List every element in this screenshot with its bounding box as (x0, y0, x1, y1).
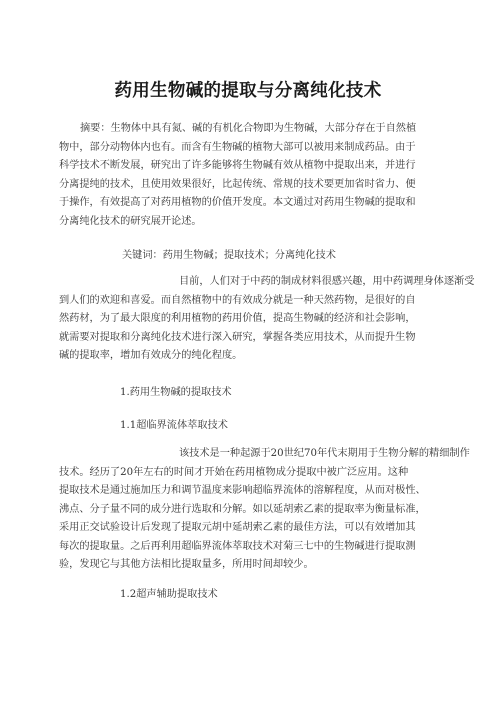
intro-line: 就需要对提取和分离纯化技术进行深入研究，掌握各类应用技术，从而提升生物 (59, 331, 416, 343)
section-1-1-paragraph (59, 445, 470, 575)
keywords: 关键词：药用生物碱；提取技术；分离纯化技术 (122, 250, 336, 261)
section-1-2-heading: 1.2超声辅助提取技术 (120, 589, 218, 600)
section-1-1-line: 采用正交试验设计后发现了提取元胡中延胡索乙素的最佳方法，可以有效增加其 (59, 522, 416, 533)
intro-line: 到人们的欢迎和喜爱。而自然植物中的有效成分就是一种天然药物，是很好的自 (59, 294, 416, 306)
section-1-1-line: 沸点、分子量不同的成分进行选取和分解。如以延胡索乙素的提取率为衡量标准， (59, 503, 426, 515)
intro-line: 碱的提取率，增加有效成分的纯化程度。 (59, 350, 243, 361)
intro-line: 然药材，为了最大限度的利用植物的药用价值，提高生物碱的经济和社会影响， (59, 313, 416, 324)
document-title: 药用生物碱的提取与分离纯化技术 (114, 81, 382, 101)
abstract-line: 科学技术不断发展，研究出了许多能够将生物碱有效从植物中提取出来，并进行 (59, 160, 416, 171)
section-1-heading: 1.药用生物碱的提取技术 (120, 387, 232, 398)
section-1-1-line: 该技术是一种起源于20世纪70年代末期用于生物分解的精细制作 (179, 448, 470, 459)
abstract-line: 分离纯化技术的研究展开论述。 (59, 215, 202, 227)
section-1-1-line: 每次的提取量。之后再利用超临界流体萃取技术对菊三七中的生物碱进行提取测 (59, 540, 416, 552)
section-1-1-line: 提取技术是通过施加压力和调节温度来影响超临界流体的溶解程度，从而对极性、 (59, 485, 426, 496)
abstract-line: 摘要：生物体中具有氮、碱的有机化合物即为生物碱，大部分存在于自然植 (80, 123, 417, 134)
abstract-line: 物中，部分动物体内也有。而含有生物碱的植物大部可以被用来制成药品。由于 (59, 141, 416, 153)
abstract-paragraph (59, 120, 444, 231)
abstract-line: 分离提纯的技术，且使用效果很好，比起传统、常规的技术要更加省时省力、便 (59, 178, 416, 190)
section-1-1-line: 技术。经历了20年左右的时间才开始在药用植物成分提取中被广泛应用。这种 (59, 466, 409, 478)
abstract-line: 于操作，有效提高了对药用植物的价值开发度。本文通过对药用生物碱的提取和 (59, 197, 416, 208)
section-1-1-heading: 1.1超临界流体萃取技术 (120, 420, 228, 431)
intro-line: 目前，人们对于中药的制成材料很感兴趣，用中药调理身体逐渐受 (179, 276, 475, 287)
section-1-1-line: 验，发现它与其他方法相比提取量多，所用时间却较少。 (59, 559, 314, 570)
intro-paragraph (59, 273, 475, 366)
